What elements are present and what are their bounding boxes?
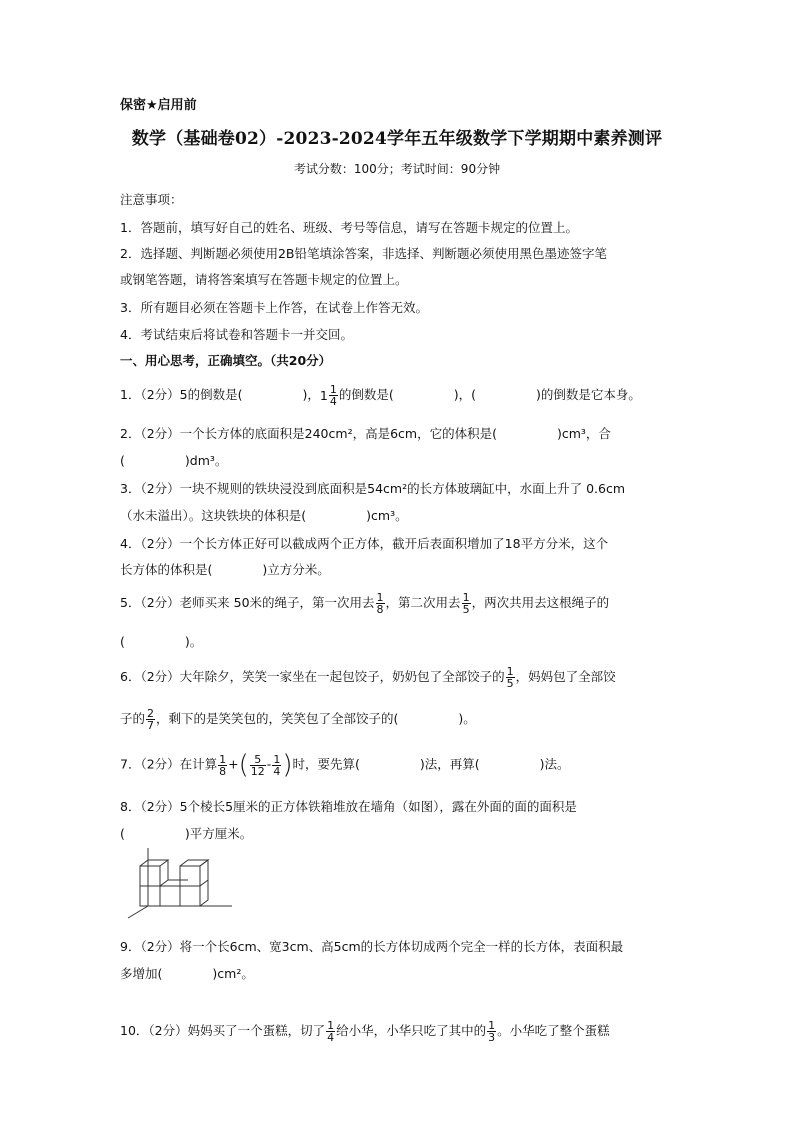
cube-face [160,886,180,906]
note-item: 4．考试结束后将试卷和答题卡一并交回。 [120,327,353,342]
question-9-cont: 多增加( )cm²。 [120,966,254,981]
question-3: 3．（2分）一块不规则的铁块浸没到底面积是54cm²的长方体玻璃缸中，水面上升了 0.6cm [120,481,626,496]
question-2-cont: ( )dm³。 [120,453,228,468]
note-item: 3．所有题目必须在答题卡上作答，在试卷上作答无效。 [120,300,428,315]
note-item: 1．答题前，填写好自己的姓名、班级、考号等信息，请写在答题卡规定的位置上。 [120,220,578,235]
confidential-label: 保密★启用前 [120,98,197,113]
question-10: 10．（2分）妈妈买了一个蛋糕，切了 $\frac{1}{4}$ 给小华，小华只吃了其中的 $\frac{1}{3}$ 。小华吃了整个蛋糕 [120,1019,610,1044]
question-6-cont: 子的 $\frac{2}{7}$ ，剩下的是笑笑包的，笑笑包了全部饺子的( )。 [120,707,476,732]
question-5: 5．（2分）老师买来 50米的绳子，第一次用去 $\frac{1}{8}$ ，第二次用去 $\frac{1}{5}$ ，两次共用去这根绳子的 [120,591,610,616]
question-8-cont: ( )平方厘米。 [120,826,253,841]
note-item: 或钢笔答题，请将答案填写在答题卡规定的位置上。 [120,272,408,287]
cube-stack-figure [120,846,236,922]
cube-face [140,866,160,886]
floor-diagonal [128,906,148,918]
cube-top [160,880,188,886]
cube-face [140,886,160,906]
question-4-cont: 长方体的体积是( )立方分米。 [120,562,330,577]
question-9: 9．（2分）将一个长6cm、宽3cm、高5cm的长方体切成两个完全一样的长方体，表面积最 [120,939,624,954]
cube-top [140,860,168,866]
question-6: 6．（2分）大年除夕，笑笑一家坐在一起包饺子，奶奶包了全部饺子的 $\frac{1}{5}$ ，妈妈包了全部饺 [120,665,616,690]
question-1: 1．（2分）5的倒数是( )，1 $\frac{1}{4}$ 的倒数是( )，( )的倒数是它本身。 [120,383,641,408]
notes-heading: 注意事项： [120,192,183,207]
cube-face [180,886,200,906]
question-3-cont: （水未溢出）。这块铁块的体积是( )cm³。 [120,508,408,523]
question-8: 8．（2分）5个棱长5厘米的正方体铁箱堆放在墙角（如图），露在外面的面的面积是 [120,799,577,814]
question-7: 7．（2分）在计算 $\frac{1}{8}$ +( $\frac{5}{12}$ - $\frac{1}{4}$ )时，要先算( )法，再算( )法。 [120,750,570,780]
cube-face [180,866,200,886]
exam-subtitle: 考试分数：100分；考试时间：90分钟 [293,162,501,176]
note-item: 2．选择题、判断题必须使用2B铅笔填涂答案，非选择、判断题必须使用黑色墨迹签字笔 [120,246,607,261]
question-4: 4．（2分）一个长方体正好可以截成两个正方体，截开后表面积增加了18平方分米，这个 [120,536,609,551]
question-5-cont: ( )。 [120,634,203,649]
question-2: 2．（2分）一个长方体的底面积是240cm²，高是6cm，它的体积是( )cm³，合 [120,426,611,441]
cube-edge [200,880,208,886]
exam-title: 数学（基础卷02）-2023-2024学年五年级数学下学期期中素养测评 [131,129,663,149]
section-title: 一、用心思考，正确填空。（共20分） [120,353,332,368]
